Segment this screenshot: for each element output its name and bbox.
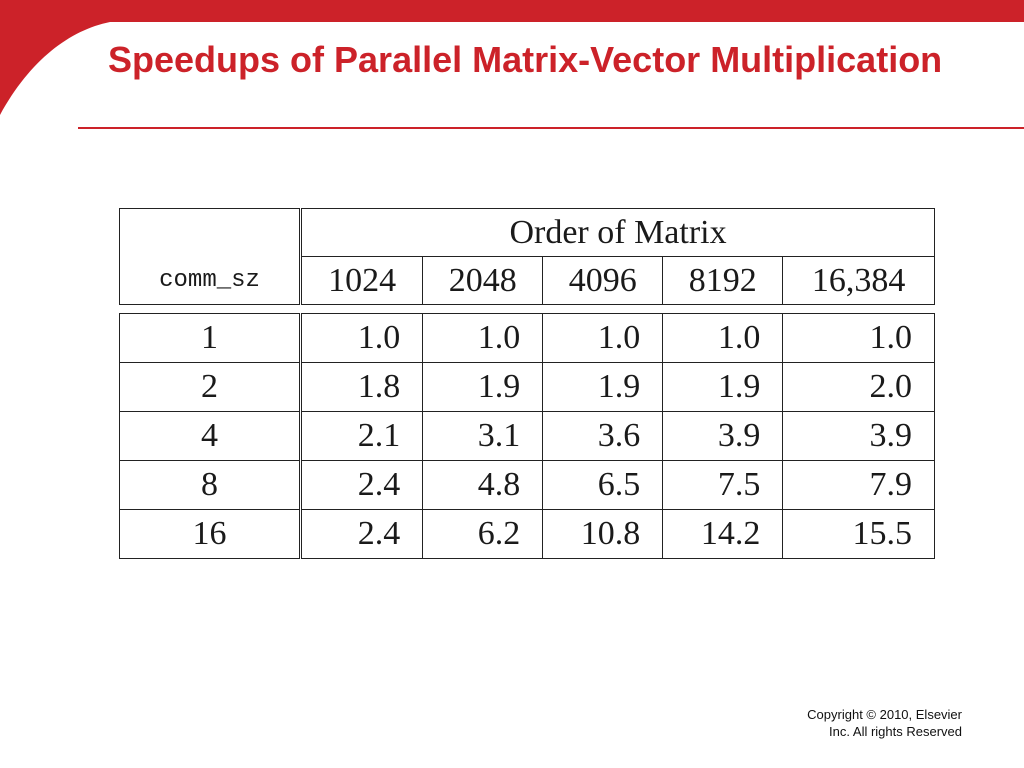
speedup-cell: 3.9 (663, 412, 783, 461)
comm-sz-cell: 16 (120, 510, 301, 559)
table-row (120, 363, 935, 412)
speedup-cell: 3.1 (423, 412, 543, 461)
speedup-cell: 2.1 (301, 412, 423, 461)
comm-sz-header: comm_sz (120, 209, 301, 305)
speedup-cell: 6.5 (543, 461, 663, 510)
top-accent-bar (0, 0, 1024, 22)
matrix-order-header: 8192 (663, 257, 783, 305)
speedup-table-body (119, 313, 935, 559)
comm-sz-cell: 8 (120, 461, 301, 510)
order-of-matrix-header: Order of Matrix (301, 209, 935, 257)
comm-sz-cell: 2 (120, 363, 301, 412)
speedup-cell: 1.0 (423, 314, 543, 363)
matrix-order-header: 16,384 (783, 257, 935, 305)
speedup-cell: 1.0 (663, 314, 783, 363)
title-underline (78, 127, 1024, 129)
speedup-cell: 4.8 (423, 461, 543, 510)
speedup-cell: 1.0 (543, 314, 663, 363)
speedup-cell: 10.8 (543, 510, 663, 559)
speedup-cell: 1.0 (783, 314, 935, 363)
table-row (120, 412, 935, 461)
speedup-cell: 2.0 (783, 363, 935, 412)
speedup-cell: 1.8 (301, 363, 423, 412)
speedup-cell: 1.9 (543, 363, 663, 412)
copyright-line: Copyright © 2010, Elsevier (807, 707, 962, 722)
matrix-order-header: 4096 (543, 257, 663, 305)
matrix-order-header: 2048 (423, 257, 543, 305)
table-row (120, 510, 935, 559)
speedup-cell: 2.4 (301, 510, 423, 559)
copyright-notice (722, 706, 962, 740)
matrix-order-header: 1024 (301, 257, 423, 305)
table-row (120, 314, 935, 363)
speedup-cell: 1.9 (423, 363, 543, 412)
speedup-cell: 15.5 (783, 510, 935, 559)
speedup-cell: 7.5 (663, 461, 783, 510)
speedup-cell: 2.4 (301, 461, 423, 510)
comm-sz-cell: 4 (120, 412, 301, 461)
comm-sz-cell: 1 (120, 314, 301, 363)
copyright-line: Inc. All rights Reserved (829, 724, 962, 739)
speedup-cell: 3.9 (783, 412, 935, 461)
speedup-table-header (119, 208, 935, 305)
corner-swoosh-decoration (0, 0, 120, 120)
speedup-cell: 3.6 (543, 412, 663, 461)
speedup-cell: 1.9 (663, 363, 783, 412)
speedup-cell: 7.9 (783, 461, 935, 510)
slide-title: Speedups of Parallel Matrix-Vector Multiplication (108, 39, 943, 80)
speedup-cell: 1.0 (301, 314, 423, 363)
speedup-cell: 6.2 (423, 510, 543, 559)
speedup-cell: 14.2 (663, 510, 783, 559)
table-row (120, 461, 935, 510)
